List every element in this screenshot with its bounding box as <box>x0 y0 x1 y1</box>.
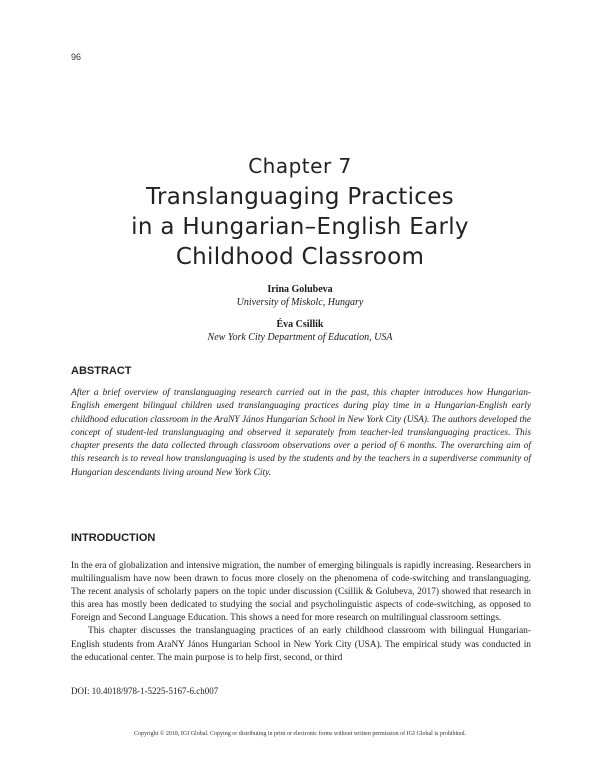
introduction-body <box>71 560 531 665</box>
author-block <box>0 318 600 344</box>
author-block <box>0 283 600 309</box>
chapter-title-line: in a Hungarian–English Early <box>131 214 469 240</box>
abstract-heading: ABSTRACT <box>71 365 132 377</box>
author-name: Irina Golubeva <box>267 284 333 295</box>
paragraph: In the era of globalization and intensive migration, the number of emerging bilinguals is rapidly increasing. Researchers in multilingualism have now been drawn to focus more closely on the phenomena of code-switching and translanguaging. The recent analysis of scholarly papers on the topic under discussion (Csillik & Golubeva, 2017) showed that research in this area has mostly been dedicated to studying the social and psycholinguistic aspects of code-switching, as opposed to Foreign and Second Language Education. This shows a need for more research on multilingual classroom settings. <box>71 561 531 624</box>
introduction-heading: INTRODUCTION <box>71 532 156 544</box>
chapter-title-line: Translanguaging Practices <box>146 184 454 210</box>
author-affiliation: University of Miskolc, Hungary <box>236 297 364 308</box>
abstract-body: After a brief overview of translanguaging research carried out in the past, this chapter introduces how Hungarian-English emergent bilingual children used translanguaging practices during play time in a Hungarian-English early childhood education classroom in the AraNY János Hungarian School in New York City (USA). The authors developed the concept of student-led translanguaging and observed it separately from teacher-led translanguaging practices. This chapter presents the data collected through classroom observations over a period of 6 months. The overarching aim of this research is to reveal how translanguaging is used by the students and by the teachers in a superdiverse community of Hungarian descendants living around New York City. <box>71 388 531 478</box>
copyright-notice: Copyright © 2018, IGI Global. Copying or distributing in print or electronic forms without written permission of IGI Global is prohibited. <box>133 731 466 737</box>
chapter-title-line: Childhood Classroom <box>175 244 425 270</box>
page-number: 96 <box>71 52 82 62</box>
doi: DOI: 10.4018/978-1-5225-5167-6.ch007 <box>71 686 219 696</box>
chapter-label: Chapter 7 <box>248 154 352 178</box>
chapter-title <box>60 182 540 272</box>
paragraph: This chapter discusses the translanguaging practices of an early childhood classroom with bilingual Hungarian-English students from AraNY János Hungarian School in New York City (USA). The empirical study was conducted in the educational center. The main purpose is to help first, second, or third <box>71 626 531 663</box>
author-name: Éva Csillik <box>276 319 324 330</box>
author-affiliation: New York City Department of Education, USA <box>207 332 393 343</box>
